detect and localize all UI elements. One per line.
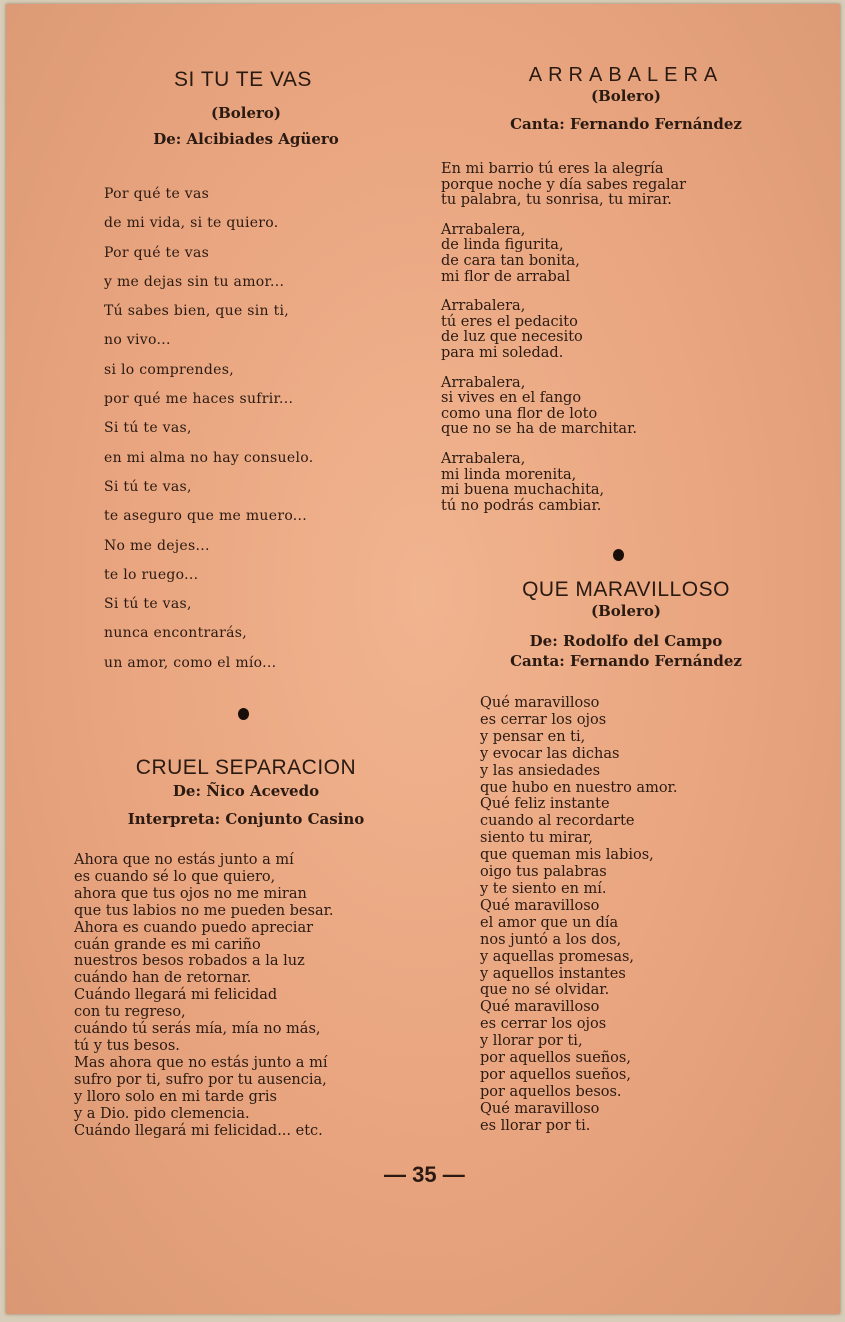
song-credit: De: Ñico Acevedo <box>172 782 320 800</box>
lyric-line: Arrabalera, <box>441 374 526 391</box>
separator-bullet <box>238 708 249 720</box>
page-number: — 35 — <box>384 1162 465 1187</box>
lyric-line: por aquellos sueños, <box>480 1066 631 1083</box>
song-credit: Canta: Fernando Fernández <box>510 115 742 133</box>
lyric-line: no vivo... <box>104 332 171 349</box>
song-genre: (Bolero) <box>590 602 662 620</box>
song-credit: De: Rodolfo del Campo <box>529 632 723 650</box>
lyric-line: Ahora que no estás junto a mí <box>74 852 294 868</box>
lyric-line: es llorar por ti. <box>480 1117 591 1134</box>
lyric-line: es cerrar los ojos <box>480 1016 607 1033</box>
lyric-line: por aquellos besos. <box>480 1083 622 1100</box>
stanza <box>441 452 686 514</box>
lyric-line: que tus labios no me pueden besar. <box>74 902 334 919</box>
lyric-line: es cerrar los ojos <box>480 711 607 728</box>
stanza <box>441 223 686 285</box>
lyric-line: para mi soledad. <box>441 344 564 361</box>
lyric-line: y aquellos instantes <box>480 965 626 982</box>
lyric-line: con tu regreso, <box>74 1004 186 1021</box>
lyric-line: mi linda morenita, <box>441 466 577 483</box>
lyric-line: por qué me haces sufrir... <box>104 391 294 408</box>
lyric-line: y lloro solo en mi tarde gris <box>74 1088 277 1105</box>
lyric-line: como una flor de loto <box>441 405 598 422</box>
lyric-line: de luz que necesito <box>441 329 583 346</box>
lyric-line: si vives en el fango <box>441 390 582 407</box>
song-singer: Canta: Fernando Fernández <box>510 652 742 670</box>
lyric-line: te lo ruego... <box>104 566 199 583</box>
lyric-line: ahora que tus ojos no me miran <box>74 885 307 902</box>
lyric-line: que hubo en nuestro amor. <box>480 779 678 796</box>
lyric-line: tú no podrás cambiar. <box>441 497 602 514</box>
song-title: CRUEL SEPARACION <box>135 756 357 779</box>
song-interpreter: Interpreta: Conjunto Casino <box>127 810 365 828</box>
lyric-line: nos juntó a los dos, <box>480 931 622 948</box>
lyric-line: Qué maravilloso <box>480 999 600 1016</box>
lyric-line: Si tú te vas, <box>104 596 192 613</box>
song-que-maravilloso-lyrics <box>480 695 678 1135</box>
lyric-line: Cuándo llegará mi felicidad <box>74 987 278 1004</box>
lyric-line: siento tu mirar, <box>480 830 593 847</box>
lyric-line: Tú sabes bien, que sin ti, <box>104 303 290 320</box>
lyric-line: que queman mis labios, <box>480 847 654 864</box>
lyric-line: y evocar las dichas <box>480 745 620 762</box>
lyric-line: y llorar por ti, <box>480 1033 583 1050</box>
lyric-line: sufro por ti, sufro por tu ausencia, <box>74 1071 327 1088</box>
lyric-line: Por qué te vas <box>104 186 210 202</box>
lyric-line: y a Dio. pido clemencia. <box>74 1105 250 1122</box>
lyric-line: cuando al recordarte <box>480 813 635 830</box>
lyric-line: es cuando sé lo que quiero, <box>74 868 276 885</box>
lyric-line: que no se ha de marchitar. <box>441 421 638 438</box>
lyric-line: un amor, como el mío... <box>104 654 277 671</box>
song-cruel-separacion-lyrics <box>74 852 334 1139</box>
lyric-line: te aseguro que me muero... <box>104 508 308 525</box>
song-si-tu-te-vas-lyrics <box>104 180 313 678</box>
lyric-line: Cuándo llegará mi felicidad... etc. <box>74 1122 323 1139</box>
lyric-line: cuándo tú serás mía, mía no más, <box>74 1021 321 1038</box>
song-title: SI TU TE VAS <box>174 68 312 91</box>
lyric-line: y aquellas promesas, <box>480 948 635 965</box>
song-que-maravilloso <box>476 578 776 670</box>
lyric-line: En mi barrio tú eres la alegría <box>441 161 664 177</box>
lyric-line: Qué maravilloso <box>480 695 600 711</box>
lyric-line: y me dejas sin tu amor... <box>104 273 285 290</box>
lyric-line: Qué maravilloso <box>480 897 600 914</box>
songbook-page <box>6 4 840 1314</box>
song-genre: (Bolero) <box>210 104 282 122</box>
lyric-line: Ahora es cuando puedo apreciar <box>74 919 314 936</box>
lyric-line: de linda figurita, <box>441 237 564 254</box>
lyric-line: tú eres el pedacito <box>441 313 578 330</box>
stanza <box>441 376 686 438</box>
song-genre: (Bolero) <box>590 87 662 105</box>
stanza <box>441 299 686 361</box>
lyric-line: Qué maravilloso <box>480 1100 600 1117</box>
lyric-line: y las ansiedades <box>480 762 601 779</box>
lyric-line: No me dejes... <box>104 537 210 554</box>
song-title: QUE MARAVILLOSO <box>522 578 730 601</box>
lyric-line: Si tú te vas, <box>104 478 192 495</box>
song-si-tu-te-vas <box>96 68 396 148</box>
separator-bullet <box>613 549 624 561</box>
lyric-line: Si tú te vas, <box>104 420 192 437</box>
lyric-line: tú y tus besos. <box>74 1037 180 1054</box>
song-arrabalera-lyrics <box>441 162 686 528</box>
lyric-line: mi buena muchachita, <box>441 482 605 499</box>
lyric-line: cuándo han de retornar. <box>74 970 252 987</box>
song-cruel-separacion <box>86 756 406 828</box>
lyric-line: mi flor de arrabal <box>441 268 571 285</box>
lyric-line: de mi vida, si te quiero. <box>104 215 279 232</box>
song-title: ARRABALERA <box>528 64 724 86</box>
lyric-line: Arrabalera, <box>441 298 526 315</box>
stanza <box>441 162 686 209</box>
lyric-line: por aquellos sueños, <box>480 1050 631 1067</box>
song-credit: De: Alcibiades Agüero <box>153 130 339 148</box>
lyric-line: nuestros besos robados a la luz <box>74 953 305 970</box>
lyric-line: nunca encontrarás, <box>104 625 248 642</box>
lyric-line: y te siento en mí. <box>480 880 607 897</box>
lyric-line: Arrabalera, <box>441 221 526 238</box>
lyric-line: Qué feliz instante <box>480 796 610 813</box>
lyric-line: Por qué te vas <box>104 244 210 261</box>
lyric-line: Mas ahora que no estás junto a mí <box>74 1054 328 1071</box>
lyric-line: tu palabra, tu sonrisa, tu mirar. <box>441 192 672 209</box>
lyric-line: y pensar en ti, <box>480 728 586 745</box>
lyric-line: porque noche y día sabes regalar <box>441 176 687 193</box>
lyric-line: oigo tus palabras <box>480 864 607 881</box>
lyric-line: de cara tan bonita, <box>441 252 580 269</box>
lyric-line: cuán grande es mi cariño <box>74 936 261 953</box>
lyric-line: Arrabalera, <box>441 450 526 467</box>
lyric-line: si lo comprendes, <box>104 361 234 378</box>
lyric-line: que no sé olvidar. <box>480 982 610 999</box>
song-arrabalera <box>476 64 776 133</box>
lyric-line: en mi alma no hay consuelo. <box>104 449 314 466</box>
lyric-line: el amor que un día <box>480 914 619 931</box>
